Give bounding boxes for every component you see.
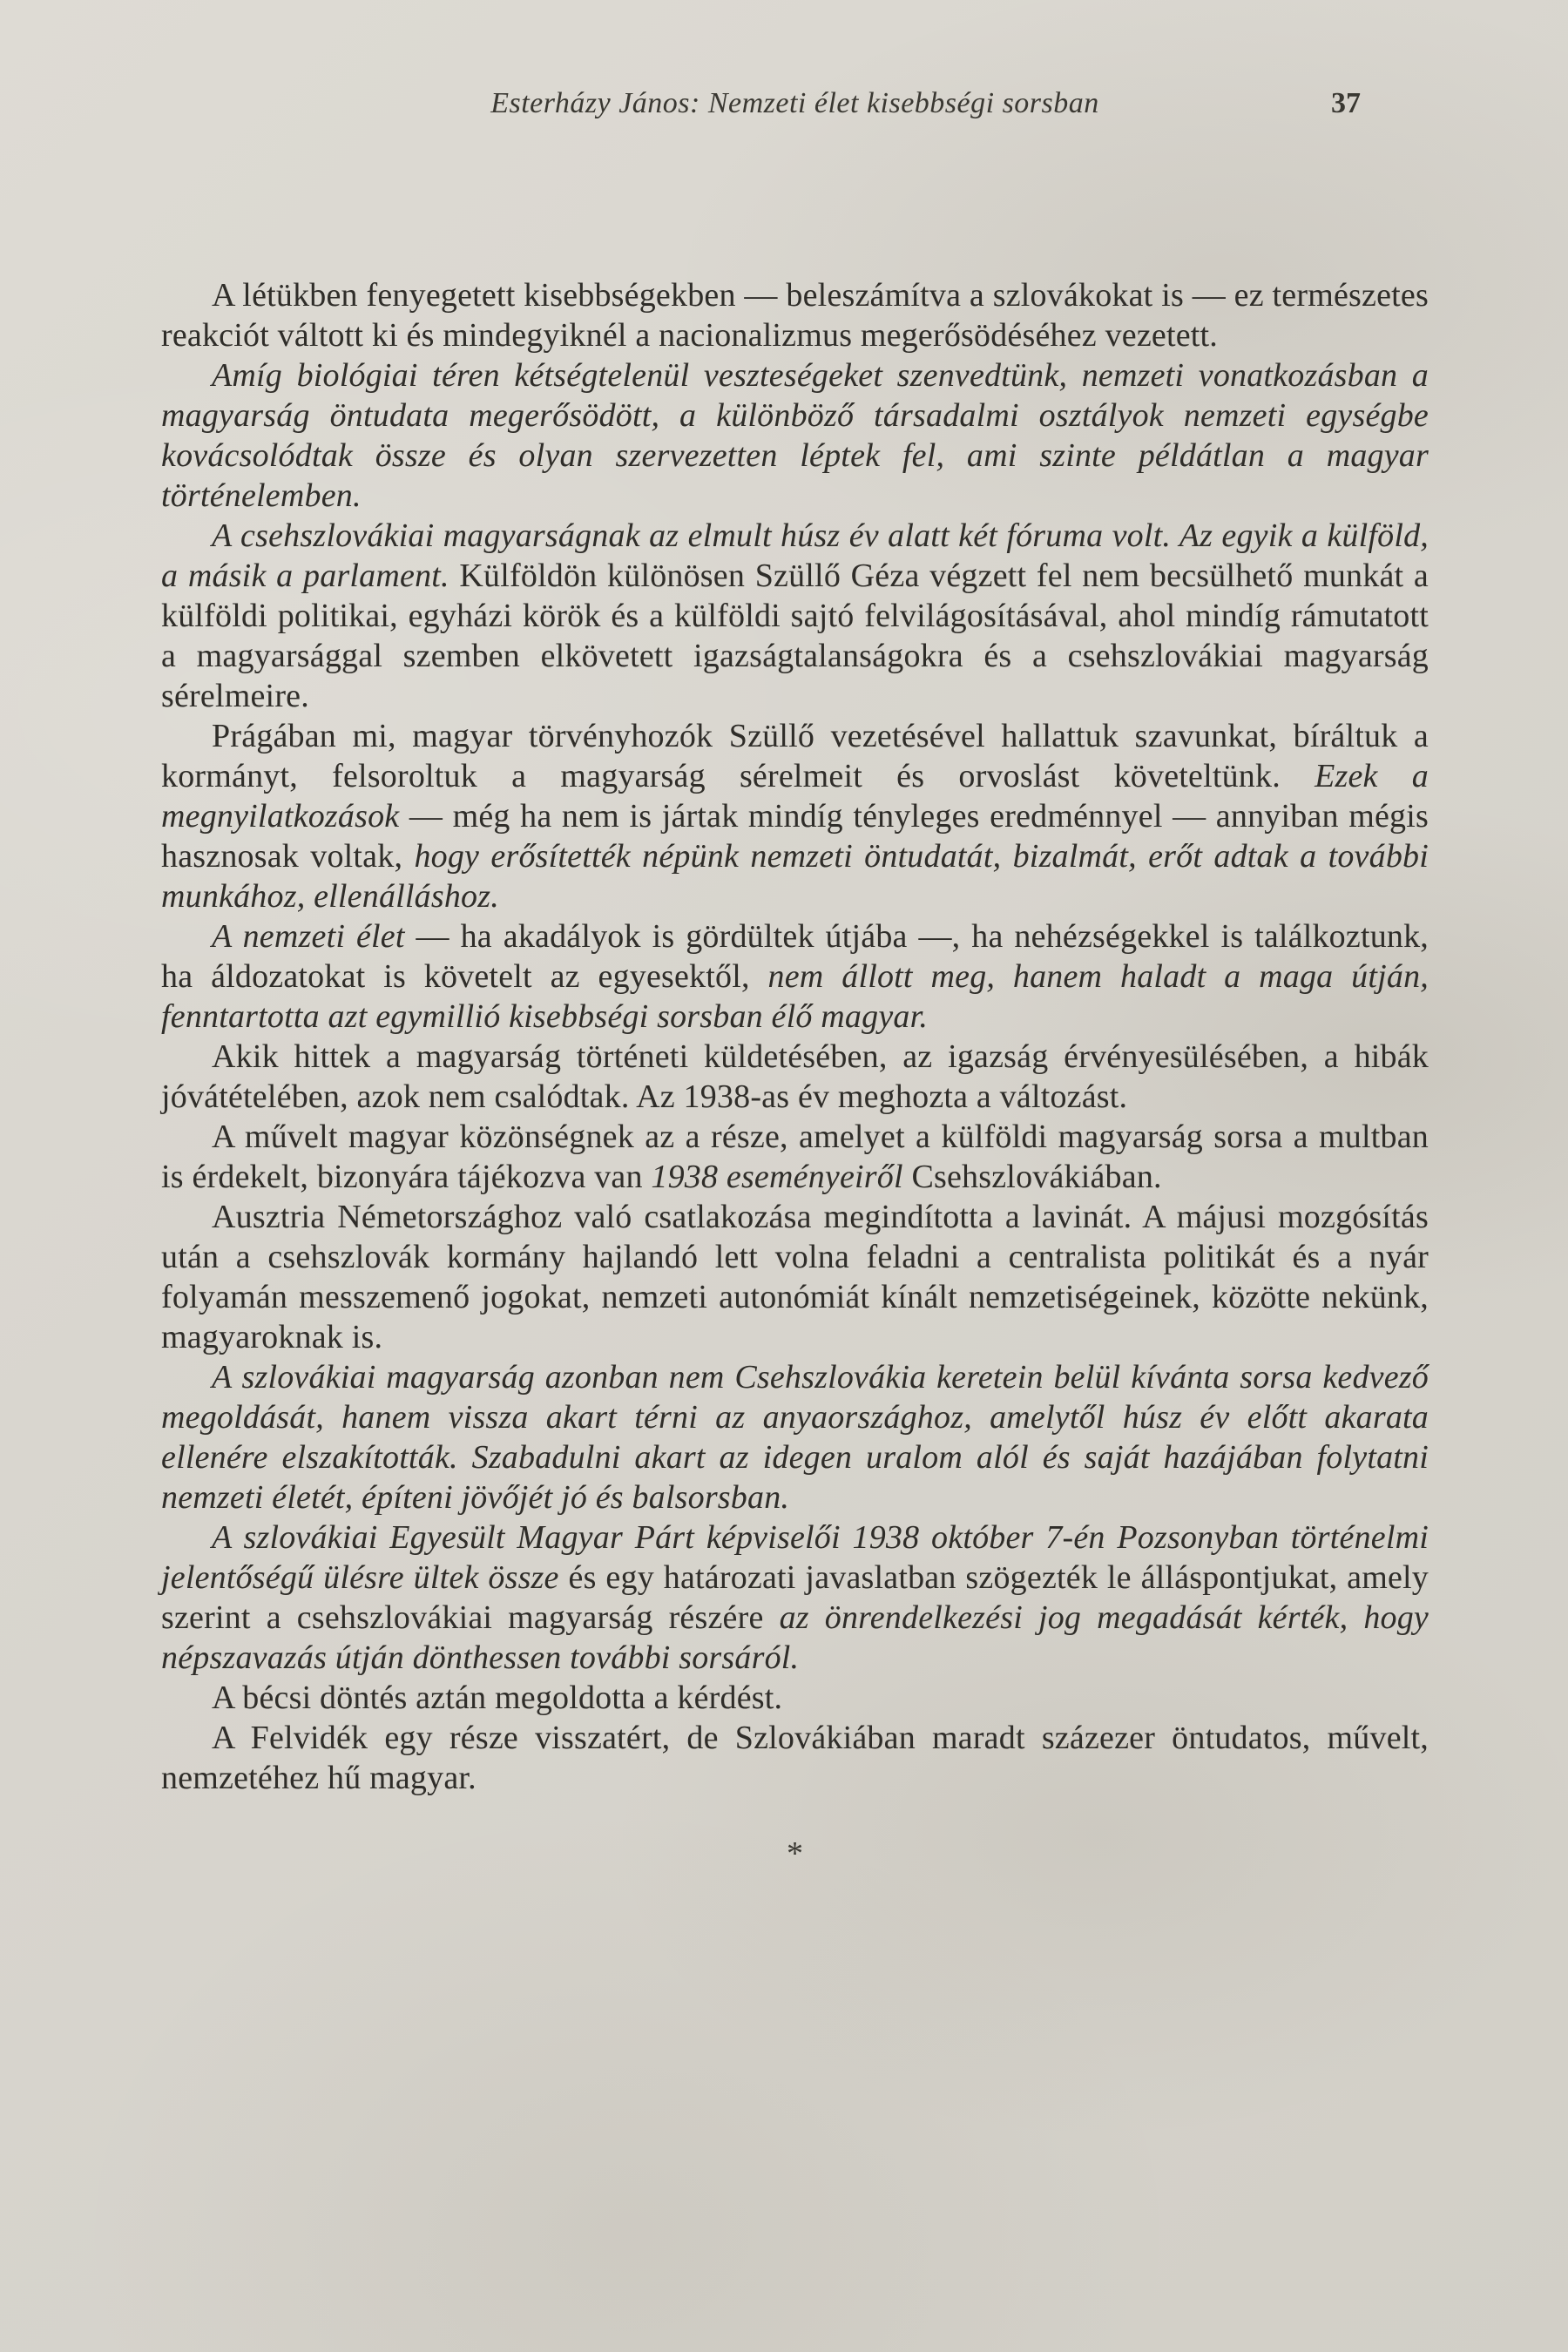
text-run: Amíg biológiai téren kétségtelenül veszteségeket szenvedtünk, nemzeti vonatkozásban a magyarság öntudata megerősödött, a különböző társadalmi osztályok nemzeti egységbe kovácsolódtak össze és olyan szervezetten léptek fel, ami szinte példátlan a magyar történelemben.: [161, 357, 1429, 514]
paragraph: [161, 1037, 1429, 1117]
paragraph: [161, 1718, 1429, 1798]
paragraph: [161, 916, 1429, 1037]
running-title: Esterházy János: Nemzeti élet kisebbségi sorsban: [490, 87, 1099, 119]
section-separator: *: [787, 1835, 803, 1872]
paragraph: [161, 1197, 1429, 1357]
paragraph: [161, 1517, 1429, 1678]
paragraph: [161, 1117, 1429, 1197]
paragraph: [161, 716, 1429, 916]
page-body: [161, 275, 1429, 1798]
text-run: Ezek a megnyilatkozások: [161, 758, 1429, 835]
text-run: A szlovákiai Egyesült Magyar Párt képviselői 1938 október 7-én Pozsonyban történelmi jelentőségű ülésre ültek össze: [161, 1519, 1429, 1596]
text-run: hogy erősítették népünk nemzeti öntudatát, bizalmát, erőt adtak a további munkához, ellenálláshoz.: [161, 838, 1429, 915]
text-run: nem állott meg, hanem haladt a maga útján, fenntartotta azt egymillió kisebbségi sorsban élő magyar.: [161, 958, 1429, 1035]
text-run: A Felvidék egy része visszatért, de Szlovákiában maradt százezer öntudatos, művelt, nemzetéhez hű magyar.: [161, 1720, 1429, 1796]
text-run: Akik hittek a magyarság történeti küldetésében, az igazság érvényesülésében, a hibák jóvátételében, azok nem csalódtak. Az 1938-as év meghozta a változást.: [161, 1038, 1429, 1115]
text-run: A művelt magyar közönségnek az a része, amelyet a külföldi magyarság sorsa a multban is érdekelt, bizonyára tájékozva van: [161, 1119, 1429, 1195]
text-run: — ha akadályok is gördültek útjába —, ha nehézségekkel is találkoztunk, ha áldozatokat is követelt az egyesektől,: [161, 918, 1429, 995]
text-run: A létükben fenyegetett kisebbségekben — beleszámítva a szlovákokat is — ez természetes reakciót váltott ki és mindegyiknél a nacionalizmus megerősödéséhez vezetett.: [161, 277, 1429, 354]
text-run: A csehszlovákiai magyarságnak az elmult húsz év alatt két fóruma volt. Az egyik a külföld, a másik a parlament.: [161, 517, 1429, 594]
text-run: 1938 eseményeiről: [651, 1159, 912, 1195]
text-run: Csehszlovákiában.: [911, 1159, 1162, 1195]
paragraph: [161, 355, 1429, 516]
paragraph: [161, 516, 1429, 716]
paragraph: [161, 1357, 1429, 1517]
paragraph: [161, 275, 1429, 355]
text-run: A nemzeti élet: [212, 918, 416, 955]
text-run: — még ha nem is jártak mindíg tényleges eredménnyel — annyiban mégis hasznosak voltak,: [161, 798, 1429, 875]
paragraph: [161, 1678, 1429, 1718]
page-number: 37: [1331, 87, 1361, 119]
text-run: és egy határozati javaslatban szögezték le álláspontjukat, amely szerint a csehszlovákiai magyarság részére: [161, 1559, 1429, 1636]
page-header: [161, 87, 1429, 129]
text-run: A szlovákiai magyarság azonban nem Csehszlovákia keretein belül kívánta sorsa kedvező megoldását, hanem vissza akart térni az anyaországhoz, amelytől húsz év előtt akarata ellenére elszakították. Szabadulni akart az idegen uralom alól és saját hazájában folytatni nemzeti életét, építeni jövőjét jó és balsorsban.: [161, 1359, 1429, 1516]
text-run: Külföldön különösen Szüllő Géza végzett fel nem becsülhető munkát a külföldi politikai, egyházi körök és a külföldi sajtó felvilágosításával, ahol mindíg rámutatott a magyarsággal szemben elkövetett igazságtalanságokra és a csehszlovákiai magyarság sérelmeire.: [161, 558, 1429, 714]
text-run: Prágában mi, magyar törvényhozók Szüllő vezetésével hallattuk szavunkat, bíráltuk a kormányt, felsoroltuk a magyarság sérelmeit és orvoslást követeltünk.: [161, 718, 1429, 794]
text-run: A bécsi döntés aztán megoldotta a kérdést.: [212, 1680, 783, 1716]
text-run: az önrendelkezési jog megadását kérték, hogy népszavazás útján dönthessen további sorsáról.: [161, 1599, 1429, 1676]
text-run: Ausztria Németországhoz való csatlakozása megindította a lavinát. A májusi mozgósítás után a csehszlovák kormány hajlandó lett volna feladni a centralista politikát és a nyár folyamán messzemenő jogokat, nemzeti autonómiát kínált nemzetiségeinek, közötte nekünk, magyaroknak is.: [161, 1199, 1429, 1355]
